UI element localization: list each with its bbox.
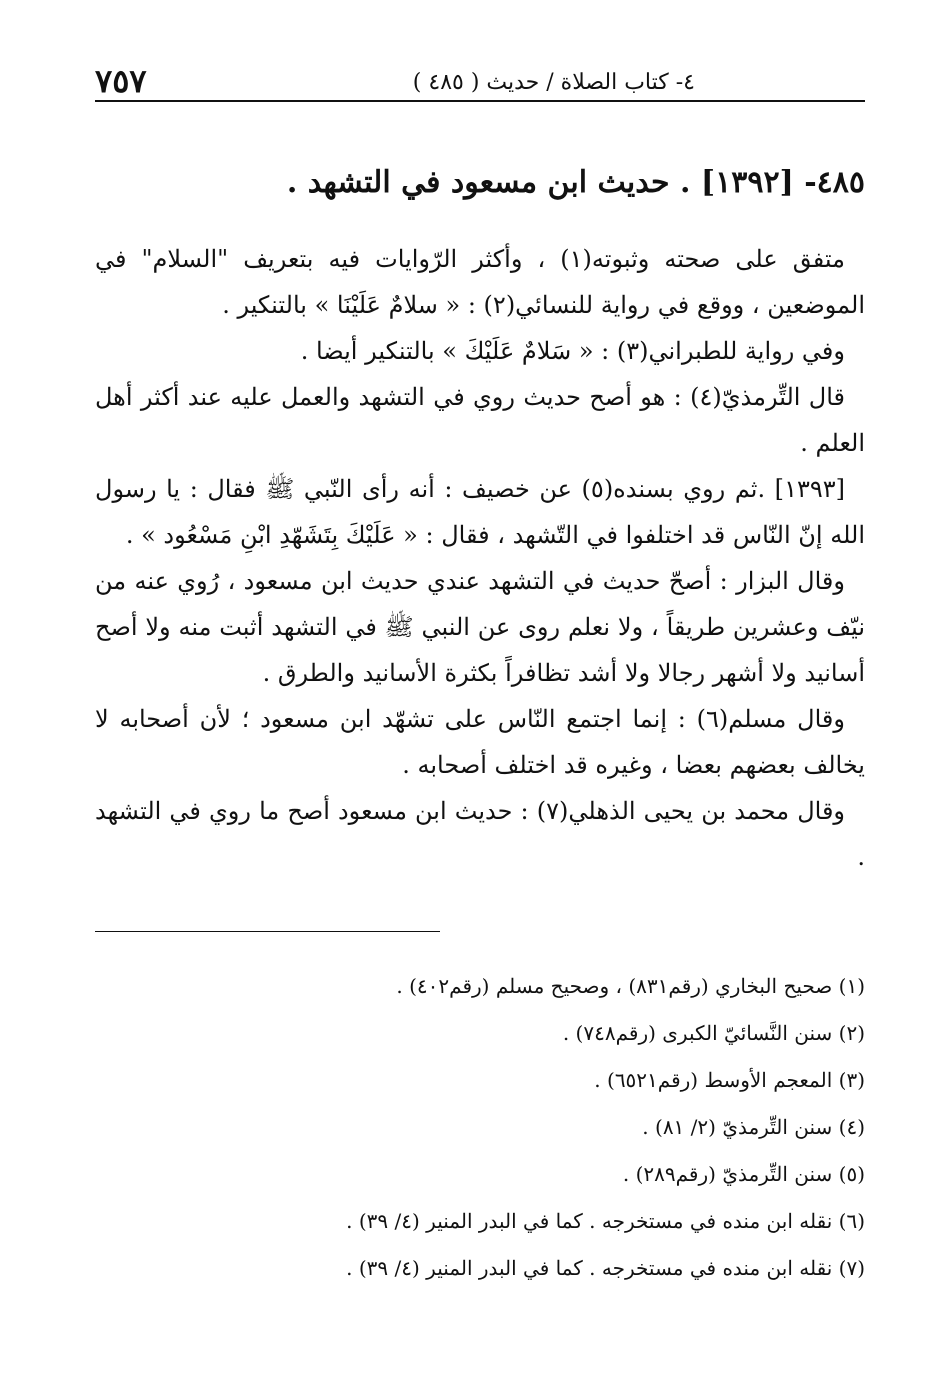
footnotes <box>95 963 865 1292</box>
footnote-item: (١) صحيح البخاري (رقم٨٣١) ، وصحيح مسلم (رقم٤٠٢) . <box>396 974 865 998</box>
header-rule <box>95 100 865 102</box>
paragraph: وفي رواية للطبراني(٣) : « سَلامٌ عَلَيْكَ » بالتنكير أيضا . <box>300 337 845 365</box>
hadith-heading: ٤٨٥- [١٣٩٢] . حديث ابن مسعود في التشهد . <box>286 165 865 200</box>
footnote-item: (٦) نقله ابن منده في مستخرجه . كما في البدر المنير (٤/ ٣٩) . <box>346 1209 865 1233</box>
page-number: ٧٥٧ <box>95 62 147 100</box>
paragraph: وقال محمد بن يحيى الذهلي(٧) : حديث ابن مسعود أصح ما روي في التشهد . <box>95 797 865 871</box>
footnote-item: (٣) المعجم الأوسط (رقم٦٥٢١) . <box>594 1068 865 1092</box>
paragraph: قال التِّرمذيّ(٤) : هو أصح حديث روي في التشهد والعمل عليه عند أكثر أهل العلم . <box>95 383 865 457</box>
footnote-item: (٧) نقله ابن منده في مستخرجه . كما في البدر المنير (٤/ ٣٩) . <box>346 1256 865 1280</box>
body-text <box>95 236 865 880</box>
paragraph: وقال مسلم(٦) : إنما اجتمع النّاس على تشهّد ابن مسعود ؛ لأن أصحابه لا يخالف بعضهم بعضا ، وغيره قد اختلف أصحابه . <box>95 705 865 779</box>
running-header-title: ٤- كتاب الصلاة / حديث ( ٤٨٥ ) <box>412 70 695 95</box>
footnote-rule <box>95 931 440 932</box>
footnote-item: (٤) سنن التِّرمذيّ (٢/ ٨١) . <box>642 1115 865 1139</box>
paragraph: [١٣٩٣] .ثم روي بسنده(٥) عن خصيف : أنه رأى النّبي ﷺ فقال : يا رسول الله إنّ النّاس قد اختلفوا في التّشهد ، فقال : « عَلَيْكَ بِتَشَهّدِ ابْنِ مَسْعُود » . <box>95 475 865 549</box>
paragraph: وقال البزار : أصحّ حديث في التشهد عندي حديث ابن مسعود ، رُوي عنه من نيّف وعشرين طريقاً ، ولا نعلم روى عن النبي ﷺ في التشهد أثبت منه ولا أصح أسانيد ولا أشهر رجالا ولا أشد تظافراً بكثرة الأسانيد والطرق . <box>95 567 865 687</box>
footnote-item: (٢) سنن النَّسائيّ الكبرى (رقم٧٤٨) . <box>562 1021 865 1045</box>
footnote-item: (٥) سنن التِّرمذيّ (رقم٢٨٩) . <box>622 1162 865 1186</box>
running-header <box>95 58 865 102</box>
paragraph: متفق على صحته وثبوته(١) ، وأكثر الرّوايات فيه بتعريف "السلام" في الموضعين ، ووقع في رواية للنسائي(٢) : « سلامٌ عَلَيْنَا » بالتنكير . <box>95 245 865 319</box>
